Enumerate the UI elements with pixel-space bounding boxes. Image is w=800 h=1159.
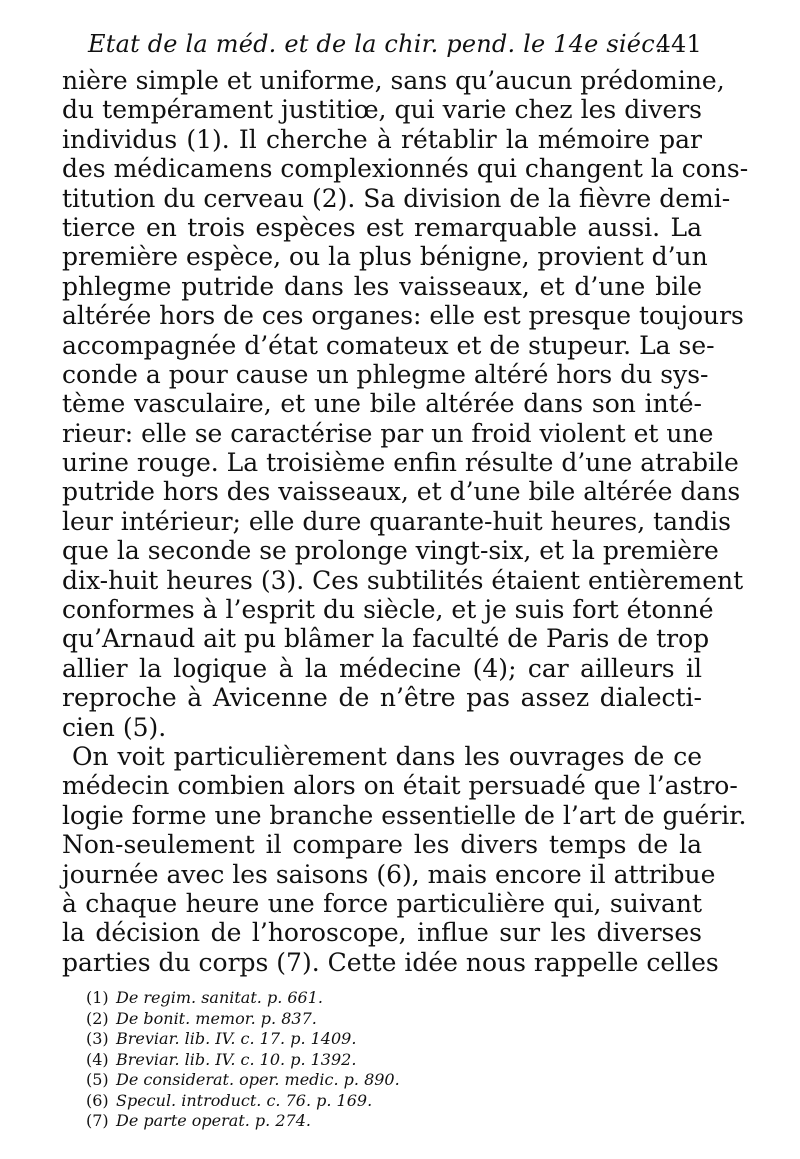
footnote-text: De bonit. memor. p. 837. (116, 1008, 317, 1028)
text-line: la décision de l’horoscope, influe sur les diverses (62, 918, 702, 948)
text-line: conde a pour cause un phlegme altéré hors du sys- (62, 359, 709, 389)
text-line: journée avec les saisons (6), mais encore il attribue (62, 859, 716, 889)
text-line: des médicamens complexionnés qui changent la cons- (62, 154, 749, 184)
text-line: logie forme une branche essentielle de l’art de guérir. (62, 800, 747, 830)
text-line: Non-seulement il compare les divers temps de la (62, 830, 702, 860)
text-line: phlegme putride dans les vaisseaux, et d’une bile (62, 271, 702, 301)
footnote-number: (2) (86, 1008, 109, 1028)
text-line: cien (5). (62, 712, 167, 742)
text-line: On voit particulièrement dans les ouvrages de ce (72, 741, 702, 771)
footnotes (86, 988, 606, 1132)
text-line: que la seconde se prolonge vingt-six, et la première (62, 536, 719, 566)
footnote (86, 1050, 606, 1071)
page-number: 441 (655, 30, 702, 58)
running-header (88, 30, 702, 66)
text-line: qu’Arnaud ait pu blâmer la faculté de Paris de trop (62, 624, 710, 654)
text-line: médecin combien alors on était persuadé que l’astro- (62, 771, 738, 801)
footnote-number: (6) (86, 1090, 109, 1110)
footnote-number: (4) (86, 1049, 109, 1069)
footnote (86, 1111, 606, 1132)
footnote-number: (1) (86, 988, 109, 1007)
running-title: Etat de la méd. et de la chir. pend. le 14e siéc. (88, 30, 663, 58)
text-line: allier la logique à la médecine (4); car ailleurs il (62, 653, 702, 683)
footnote-number: (5) (86, 1070, 109, 1089)
footnote-number: (3) (86, 1029, 109, 1048)
footnote-text: De regim. sanitat. p. 661. (116, 988, 323, 1007)
text-line: putride hors des vaisseaux, et d’une bile altérée dans (62, 477, 741, 507)
text-line: parties du corps (7). Cette idée nous rappelle celles (62, 947, 719, 977)
text-line: urine rouge. La troisième enfin résulte d’une atrabile (62, 448, 739, 478)
text-line: à chaque heure une force particulière qui, suivant (62, 888, 702, 918)
footnote (86, 1070, 606, 1091)
footnote (86, 1029, 606, 1050)
text-line: rieur: elle se caractérise par un froid violent et une (62, 418, 714, 448)
text-line: du tempérament justitiœ, qui varie chez les divers (62, 95, 702, 125)
text-line: altérée hors de ces organes: elle est presque toujours (62, 301, 744, 331)
text-line: leur intérieur; elle dure quarante-huit heures, tandis (62, 506, 732, 536)
footnote (86, 1091, 606, 1112)
text-line: dix-huit heures (3). Ces subtilités étaient entièrement (62, 565, 744, 595)
text-line: tierce en trois espèces est remarquable aussi. La (62, 212, 702, 242)
text-line: titution du cerveau (2). Sa division de la fièvre demi- (62, 183, 731, 213)
footnote-text: Breviar. lib. IV. c. 17. p. 1409. (116, 1029, 357, 1048)
footnote-text: De considerat. oper. medic. p. 890. (116, 1070, 400, 1089)
body-text (62, 66, 749, 977)
text-line: accompagnée d’état comateux et de stupeur. La se- (62, 330, 715, 360)
text-line: individus (1). Il cherche à rétablir la mémoire par (62, 124, 702, 154)
footnote-number: (7) (86, 1111, 109, 1130)
text-line: conformes à l’esprit du siècle, et je suis fort étonné (62, 595, 714, 625)
footnote-text: De parte operat. p. 274. (116, 1111, 311, 1130)
footnote (86, 1009, 606, 1030)
text-line: première espèce, ou la plus bénigne, provient d’un (62, 242, 708, 272)
footnote-text: Specul. introduct. c. 76. p. 169. (116, 1090, 373, 1110)
text-line: nière simple et uniforme, sans qu’aucun prédomine, (62, 66, 725, 95)
text-line: reproche à Avicenne de n’être pas assez dialecti- (62, 683, 702, 713)
footnote-text: Breviar. lib. IV. c. 10. p. 1392. (116, 1049, 357, 1069)
text-line: tème vasculaire, et une bile altérée dans son inté- (62, 389, 702, 419)
footnote (86, 988, 606, 1009)
